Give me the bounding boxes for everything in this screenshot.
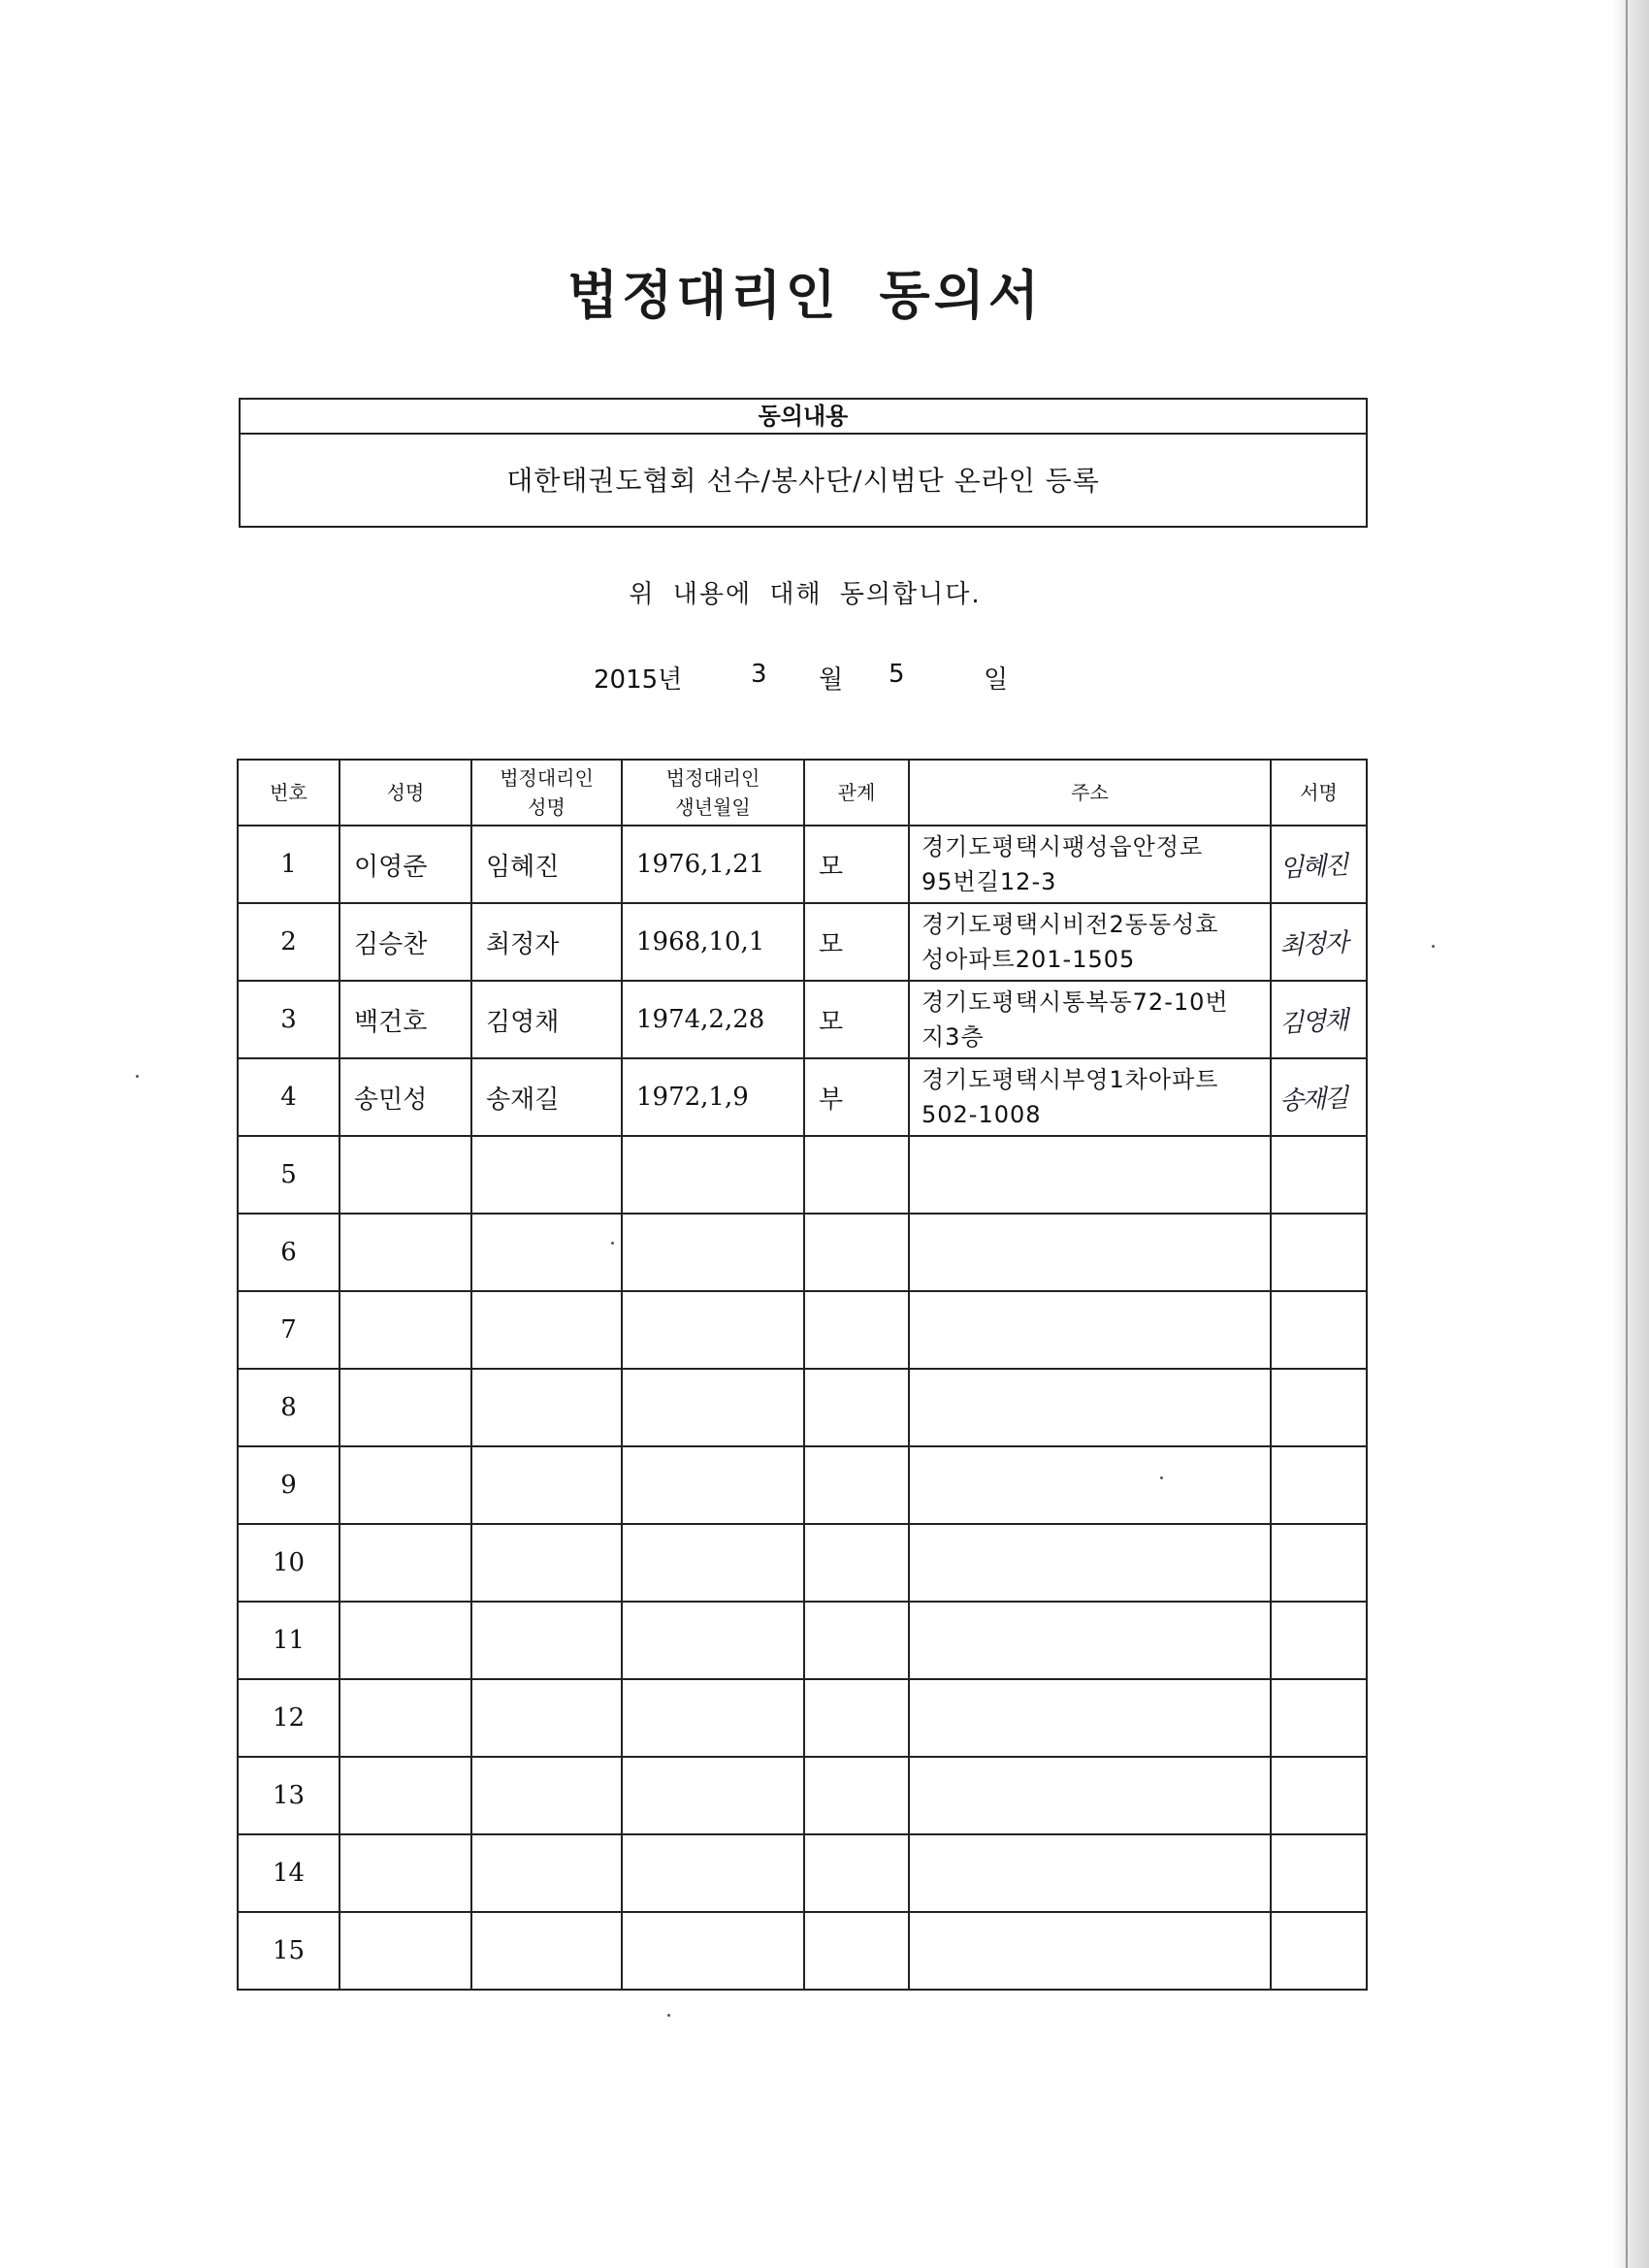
date-month: 3	[751, 660, 767, 689]
cell-signature	[1271, 1834, 1367, 1912]
cell-guardian: 최정자	[471, 903, 622, 981]
cell-address	[909, 903, 1271, 981]
cell-signature	[1271, 1912, 1367, 1990]
handwritten-signature: 송재길	[1278, 1083, 1348, 1117]
table-body	[238, 826, 1367, 1990]
cell-guardian	[471, 1602, 622, 1679]
cell-signature	[1271, 826, 1367, 903]
cell-signature	[1271, 903, 1367, 981]
cell-birth	[622, 1912, 804, 1990]
address-line: 경기도평택시부영1차아파트	[922, 1066, 1219, 1093]
cell-birth	[622, 1136, 804, 1214]
cell-birth	[622, 1679, 804, 1757]
scan-speck	[1432, 945, 1435, 948]
cell-relation	[804, 1214, 909, 1291]
header-signature: 서명	[1271, 760, 1367, 826]
header-guardian-name	[471, 760, 622, 826]
header-no: 번호	[238, 760, 340, 826]
cell-signature	[1271, 1524, 1367, 1602]
cell-birth	[622, 1834, 804, 1912]
cell-name	[340, 1602, 471, 1679]
cell-address	[909, 1058, 1271, 1136]
cell-birth: 1976,1,21	[622, 826, 804, 903]
table-row	[238, 903, 1367, 981]
table-row	[238, 1446, 1367, 1524]
header-name: 성명	[340, 760, 471, 826]
cell-no: 3	[238, 981, 340, 1058]
cell-name	[340, 1679, 471, 1757]
address-line: 성아파트201-1505	[922, 946, 1136, 973]
date-day: 5	[889, 660, 905, 689]
scan-speck	[611, 1242, 614, 1245]
cell-relation	[804, 1912, 909, 1990]
table-row	[238, 1912, 1367, 1990]
cell-address	[909, 1369, 1271, 1446]
cell-address	[909, 1602, 1271, 1679]
header-guardian-name-line2: 성명	[528, 795, 566, 819]
cell-relation	[804, 1369, 909, 1446]
cell-guardian: 임혜진	[471, 826, 622, 903]
table-row	[238, 1136, 1367, 1214]
consent-content: 대한태권도협회 선수/봉사단/시범단 온라인 등록	[506, 465, 1100, 497]
date-month-unit: 월	[819, 665, 844, 695]
cell-relation	[804, 1291, 909, 1369]
cell-guardian	[471, 1679, 622, 1757]
cell-guardian	[471, 1757, 622, 1834]
table-row	[238, 1291, 1367, 1369]
cell-no: 10	[238, 1524, 340, 1602]
cell-address	[909, 1679, 1271, 1757]
cell-signature	[1271, 1058, 1367, 1136]
cell-no: 8	[238, 1369, 340, 1446]
address-line: 경기도평택시팽성읍안정로	[922, 833, 1204, 860]
cell-relation: 모	[804, 903, 909, 981]
cell-birth	[622, 1446, 804, 1524]
cell-guardian	[471, 1291, 622, 1369]
cell-relation	[804, 1834, 909, 1912]
header-guardian-birth-line2: 생년월일	[675, 795, 751, 819]
handwritten-signature: 최정자	[1278, 927, 1348, 961]
date-year: 2015년	[594, 665, 683, 695]
cell-signature	[1271, 1446, 1367, 1524]
cell-name	[340, 1291, 471, 1369]
handwritten-signature: 임혜진	[1278, 850, 1348, 884]
cell-guardian	[471, 1912, 622, 1990]
cell-address	[909, 1757, 1271, 1834]
guardian-table	[237, 759, 1368, 1991]
cell-birth	[622, 1214, 804, 1291]
table-row	[238, 1834, 1367, 1912]
table-header-row	[238, 760, 1367, 826]
scan-edge	[1612, 0, 1649, 2268]
document-title: 법정대리인 동의서	[566, 265, 1044, 326]
cell-relation: 모	[804, 981, 909, 1058]
cell-relation: 부	[804, 1058, 909, 1136]
cell-relation: 모	[804, 826, 909, 903]
address-line: 지3층	[922, 1023, 985, 1051]
address-line: 경기도평택시통복동72-10번	[922, 988, 1229, 1016]
cell-no: 9	[238, 1446, 340, 1524]
cell-guardian	[471, 1834, 622, 1912]
header-guardian-name-line1: 법정대리인	[500, 766, 594, 790]
table-row	[238, 1058, 1367, 1136]
header-relation: 관계	[804, 760, 909, 826]
cell-signature	[1271, 1679, 1367, 1757]
cell-name	[340, 1757, 471, 1834]
cell-address	[909, 1136, 1271, 1214]
cell-no: 4	[238, 1058, 340, 1136]
table-row	[238, 826, 1367, 903]
cell-birth	[622, 1291, 804, 1369]
cell-signature	[1271, 1757, 1367, 1834]
table-row	[238, 1524, 1367, 1602]
cell-address	[909, 1446, 1271, 1524]
cell-signature	[1271, 1369, 1367, 1446]
address-line: 502-1008	[922, 1101, 1042, 1128]
cell-birth	[622, 1369, 804, 1446]
header-guardian-birth	[622, 760, 804, 826]
cell-no: 5	[238, 1136, 340, 1214]
cell-guardian	[471, 1136, 622, 1214]
cell-birth: 1972,1,9	[622, 1058, 804, 1136]
cell-guardian: 송재길	[471, 1058, 622, 1136]
cell-no: 13	[238, 1757, 340, 1834]
cell-address	[909, 1912, 1271, 1990]
cell-relation	[804, 1446, 909, 1524]
cell-signature	[1271, 1291, 1367, 1369]
scan-speck	[136, 1075, 139, 1078]
cell-name: 백건호	[340, 981, 471, 1058]
cell-relation	[804, 1679, 909, 1757]
cell-birth	[622, 1524, 804, 1602]
cell-name	[340, 1912, 471, 1990]
cell-address	[909, 1834, 1271, 1912]
cell-no: 12	[238, 1679, 340, 1757]
cell-name: 송민성	[340, 1058, 471, 1136]
cell-birth	[622, 1757, 804, 1834]
cell-name	[340, 1214, 471, 1291]
cell-name: 김승찬	[340, 903, 471, 981]
table-row	[238, 1679, 1367, 1757]
table-row	[238, 1214, 1367, 1291]
cell-relation	[804, 1757, 909, 1834]
header-address: 주소	[909, 760, 1271, 826]
cell-name	[340, 1136, 471, 1214]
scan-speck	[1160, 1476, 1163, 1479]
cell-relation	[804, 1136, 909, 1214]
cell-relation	[804, 1602, 909, 1679]
cell-address	[909, 1524, 1271, 1602]
cell-birth	[622, 1602, 804, 1679]
cell-name: 이영준	[340, 826, 471, 903]
cell-no: 6	[238, 1214, 340, 1291]
cell-guardian	[471, 1524, 622, 1602]
handwritten-signature: 김영채	[1278, 1005, 1348, 1039]
consent-header: 동의내용	[241, 400, 1366, 435]
cell-signature	[1271, 1136, 1367, 1214]
scan-speck	[667, 2014, 670, 2017]
cell-guardian	[471, 1214, 622, 1291]
cell-address	[909, 1214, 1271, 1291]
cell-no: 14	[238, 1834, 340, 1912]
header-guardian-birth-line1: 법정대리인	[665, 766, 760, 790]
address-line: 경기도평택시비전2동동성효	[922, 911, 1219, 938]
consent-box	[239, 398, 1368, 528]
address-line: 95번길12-3	[922, 868, 1057, 895]
cell-address	[909, 826, 1271, 903]
cell-signature	[1271, 1214, 1367, 1291]
cell-guardian	[471, 1369, 622, 1446]
cell-relation	[804, 1524, 909, 1602]
date-line	[594, 660, 1020, 698]
cell-address	[909, 1291, 1271, 1369]
table-row	[238, 1602, 1367, 1679]
cell-signature	[1271, 1602, 1367, 1679]
cell-no: 1	[238, 826, 340, 903]
table-row	[238, 1757, 1367, 1834]
cell-birth: 1968,10,1	[622, 903, 804, 981]
cell-address	[909, 981, 1271, 1058]
cell-name	[340, 1369, 471, 1446]
cell-no: 15	[238, 1912, 340, 1990]
cell-no: 2	[238, 903, 340, 981]
cell-birth: 1974,2,28	[622, 981, 804, 1058]
cell-name	[340, 1446, 471, 1524]
cell-signature	[1271, 981, 1367, 1058]
cell-name	[340, 1834, 471, 1912]
table-row	[238, 1369, 1367, 1446]
cell-name	[340, 1524, 471, 1602]
cell-no: 7	[238, 1291, 340, 1369]
date-day-unit: 일	[984, 665, 1009, 695]
table-row	[238, 981, 1367, 1058]
cell-no: 11	[238, 1602, 340, 1679]
cell-guardian	[471, 1446, 622, 1524]
cell-guardian: 김영채	[471, 981, 622, 1058]
agreement-statement: 위 내용에 대해 동의합니다.	[629, 580, 982, 609]
